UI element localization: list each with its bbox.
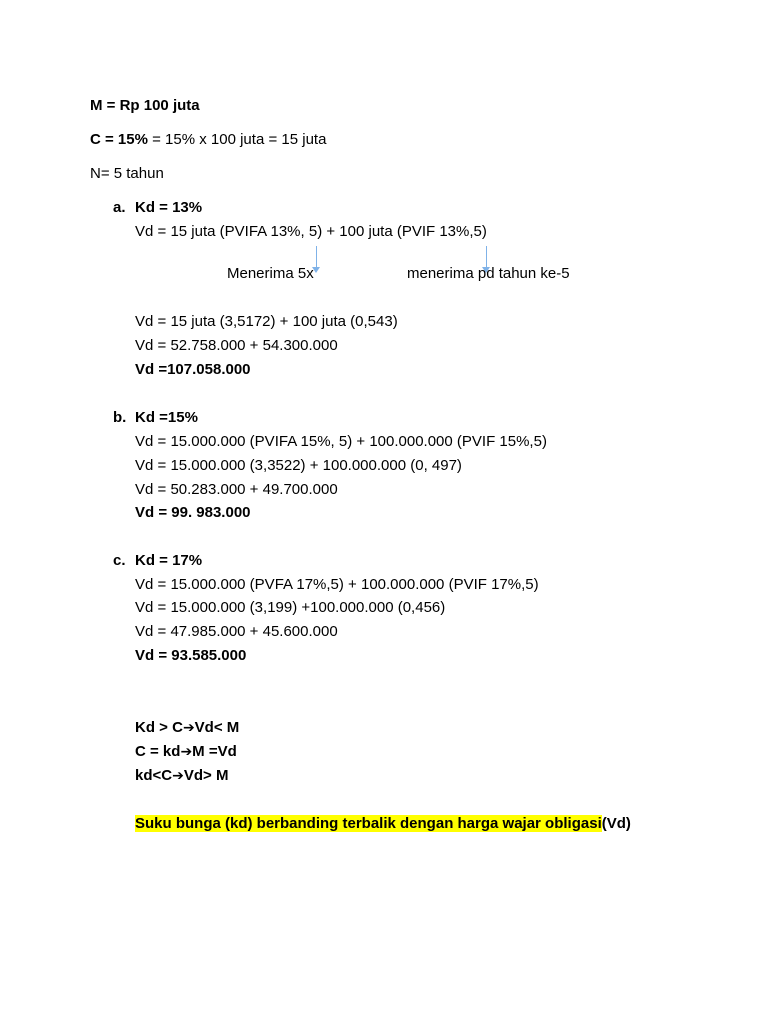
list-marker-c: c. [113,552,126,569]
section-b-result: Vd = 99. 983.000 [135,504,251,521]
principal-value: M = Rp 100 juta [90,97,200,114]
annuity-note: Menerima 5x [227,265,314,282]
arrow-right-icon: ➔ [182,720,195,736]
section-c-step1: Vd = 15.000.000 (3,199) +100.000.000 (0,456) [135,599,446,616]
section-c-step2: Vd = 47.985.000 + 45.600.000 [135,623,338,640]
section-c-result: Vd = 93.585.000 [135,647,247,664]
section-c-heading: Kd = 17% [135,552,203,569]
section-c-formula: Vd = 15.000.000 (PVFA 17%,5) + 100.000.000 (PVIF 17%,5) [135,576,539,593]
section-b-step1: Vd = 15.000.000 (3,3522) + 100.000.000 (0, 497) [135,457,462,474]
rule-discount-outcome: Vd> M [183,767,229,784]
section-b-formula: Vd = 15.000.000 (PVIFA 15%, 5) + 100.000.000 (PVIF 15%,5) [135,433,547,450]
section-b-step2: Vd = 50.283.000 + 49.700.000 [135,481,338,498]
section-a-formula: Vd = 15 juta (PVIFA 13%, 5) + 100 juta (PVIF 13%,5) [135,223,487,240]
rule-par [135,742,237,762]
section-a-result: Vd =107.058.000 [135,361,251,378]
coupon-label: C = 15% [90,131,148,148]
section-b-heading: Kd =15% [135,409,198,426]
rule-premium [135,718,239,738]
period-value: N= 5 tahun [90,165,164,182]
list-marker-a: a. [113,199,126,216]
rule-discount-condition: kd<C [135,767,173,784]
coupon-calc: = 15% x 100 juta = 15 juta [147,131,327,148]
section-a-heading: Kd = 13% [135,199,203,216]
rule-discount [135,766,228,786]
rule-premium-condition: Kd > C [135,719,183,736]
section-a-step1: Vd = 15 juta (3,5172) + 100 juta (0,543) [135,313,398,330]
conclusion [135,814,631,834]
lump-sum-note: menerima pd tahun ke-5 [407,265,570,282]
annuity-marker-line [316,246,317,268]
list-marker-b: b. [113,409,127,426]
conclusion-highlight: Suku bunga (kd) berbanding terbalik dengan harga wajar obligasi [135,815,602,832]
coupon-line [90,130,326,150]
arrow-right-icon: ➔ [180,744,193,760]
section-a-step2: Vd = 52.758.000 + 54.300.000 [135,337,338,354]
rule-par-condition: C = kd [135,743,181,760]
rule-par-outcome: M =Vd [192,743,237,760]
conclusion-tail: (Vd) [601,815,631,832]
arrow-right-icon: ➔ [172,768,184,784]
rule-premium-outcome: Vd< M [194,719,240,736]
